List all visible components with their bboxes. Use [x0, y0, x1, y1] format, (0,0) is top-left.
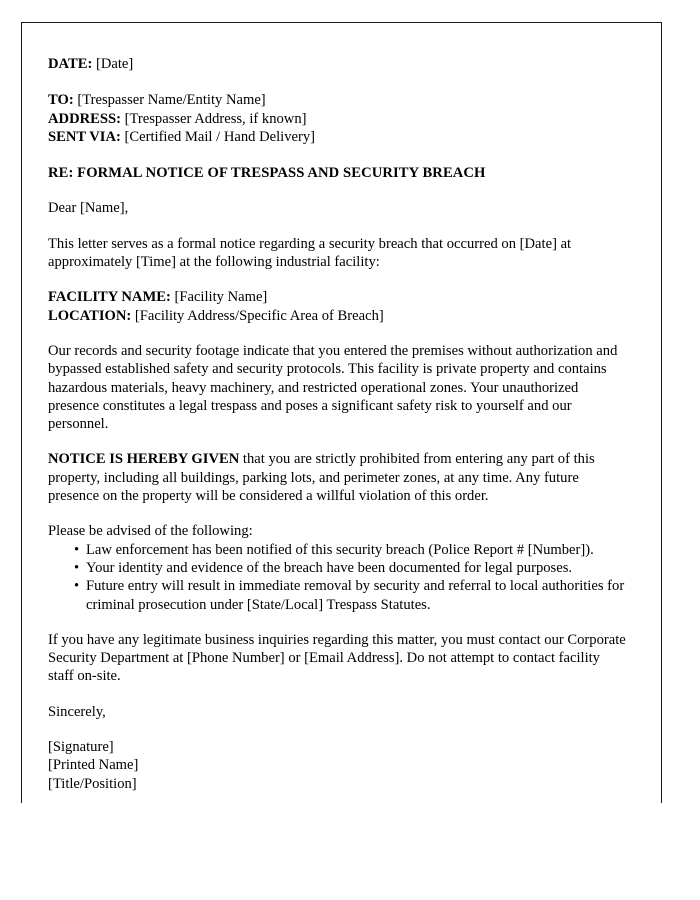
date-line — [48, 55, 626, 73]
notice-paragraph — [48, 450, 626, 505]
subject-line: RE: FORMAL NOTICE OF TRESPASS AND SECURITY BREACH — [48, 165, 486, 182]
document-page — [21, 22, 662, 803]
intro-paragraph: This letter serves as a formal notice regarding a security breach that occurred on [Date] at approximately [Time] at the following industrial facility: — [48, 235, 572, 271]
facility-location-value: [Facility Address/Specific Area of Breach] — [134, 307, 384, 324]
facility-name-label: FACILITY NAME: — [48, 289, 171, 306]
sent-via-value: [Certified Mail / Hand Delivery] — [124, 128, 315, 145]
list-item — [48, 559, 626, 577]
printed-name-placeholder: [Printed Name] — [48, 757, 139, 774]
advisory-intro: Please be advised of the following: — [48, 523, 253, 540]
to-label: TO: — [48, 92, 74, 109]
bullet-text: Future entry will result in immediate removal by security and referral to local authorities for criminal prosecution under [State/Local] Trespass Statutes. — [86, 578, 625, 613]
date-value: [Date] — [95, 56, 134, 72]
salutation: Dear [Name], — [48, 200, 129, 217]
sent-via-label: SENT VIA: — [48, 128, 121, 145]
bullet-text: Your identity and evidence of the breach have been documented for legal purposes. — [86, 559, 573, 576]
bullet-text: Law enforcement has been notified of this security breach (Police Report # [Number]). — [86, 541, 594, 558]
advisory-bullet-list — [48, 541, 626, 614]
sent-via-line — [48, 128, 626, 146]
body-paragraph-1: Our records and security footage indicate that you entered the premises without authorization and bypassed established safety and security protocols. This facility is private property and contains hazardous materials, heavy machinery, and restricted operational zones. Your unauthorized presence constitutes a legal trespass and poses a significant safety risk to yourself and our personnel. — [48, 342, 618, 433]
address-label: ADDRESS: — [48, 110, 121, 127]
letter-content — [48, 37, 626, 793]
recipient-line — [48, 91, 626, 109]
facility-name-line — [48, 288, 626, 306]
address-line — [48, 110, 626, 128]
list-item — [48, 541, 626, 559]
to-value: [Trespasser Name/Entity Name] — [77, 92, 266, 109]
notice-rest: that you are strictly prohibited from entering any part of this property, including all buildings, parking lots, and perimeter zones, at any time. Any future presence on the property will be considered a willful violation of this order. — [48, 451, 595, 505]
facility-location-line — [48, 307, 626, 325]
notice-lead-bold: NOTICE IS HEREBY GIVEN — [48, 451, 240, 468]
facility-location-label: LOCATION: — [48, 307, 132, 324]
closing: Sincerely, — [48, 703, 106, 720]
signature-placeholder: [Signature] — [48, 739, 114, 756]
contact-paragraph: If you have any legitimate business inquiries regarding this matter, you must contact our Corporate Security Department at [Phone Number] or [Email Address]. Do not attempt to contact facility staff on-site. — [48, 631, 626, 685]
title-position-placeholder: [Title/Position] — [48, 775, 137, 792]
facility-name-value: [Facility Name] — [174, 289, 268, 306]
address-value: [Trespasser Address, if known] — [124, 110, 307, 127]
date-label: DATE: — [48, 56, 93, 72]
list-item — [48, 577, 626, 614]
